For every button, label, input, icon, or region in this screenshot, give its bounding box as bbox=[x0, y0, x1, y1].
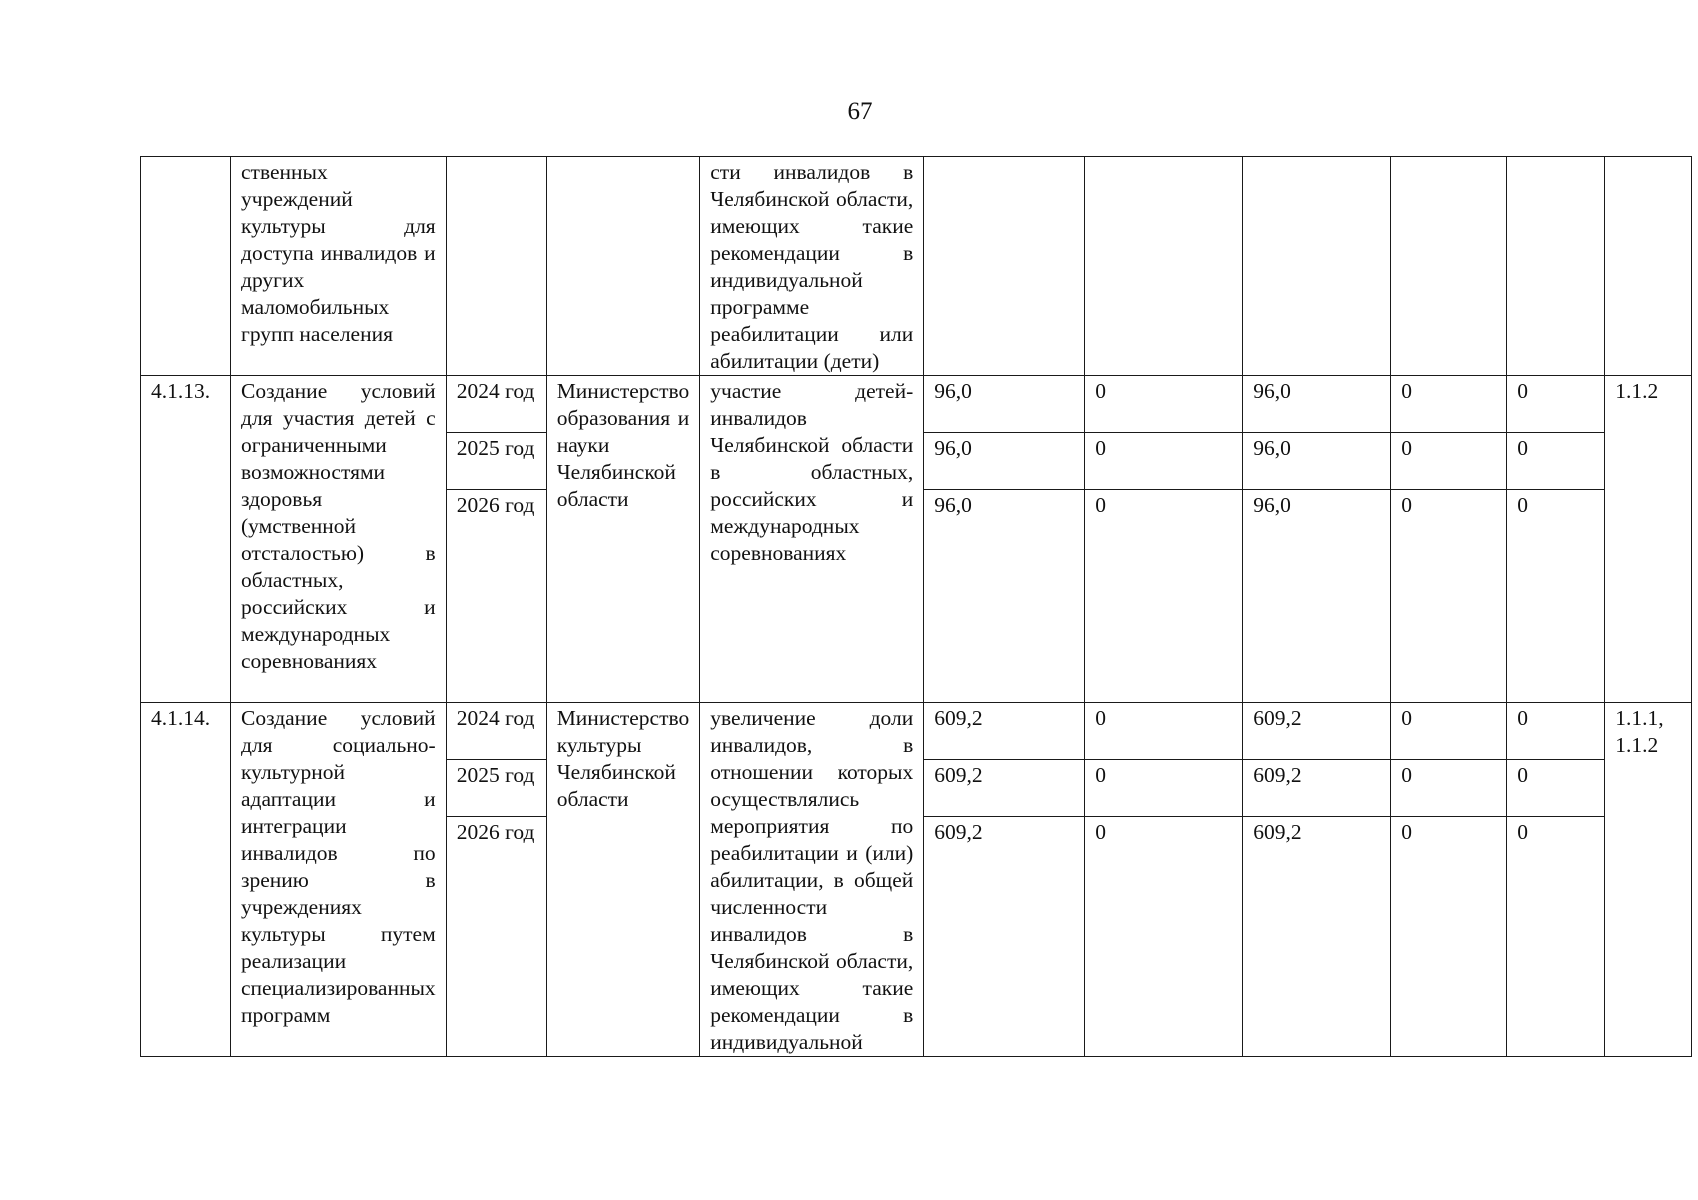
cell-year: 2026 год bbox=[446, 490, 546, 703]
cell-executor bbox=[546, 157, 700, 376]
table-row bbox=[141, 376, 1692, 433]
cell-year: 2024 год bbox=[446, 703, 546, 760]
cell-federal bbox=[1085, 157, 1243, 376]
cell-indicator: участие детей-инвалидов Челябинской области в областных, российских и международных соревнованиях bbox=[700, 376, 924, 703]
cell-federal: 0 bbox=[1085, 703, 1243, 760]
cell-local bbox=[1391, 157, 1507, 376]
cell-number: 4.1.14. bbox=[141, 703, 231, 1057]
cell-year bbox=[446, 157, 546, 376]
cell-number: 4.1.13. bbox=[141, 376, 231, 703]
cell-event-name: Создание условий для участия детей с ограниченными возможностями здоровья (умственной отсталостью) в областных, российских и международных соревнованиях bbox=[231, 376, 447, 703]
cell-number bbox=[141, 157, 231, 376]
page-number: 67 bbox=[847, 98, 873, 125]
program-table bbox=[140, 156, 1692, 1057]
cell-executor: Министерство культуры Челябинской области bbox=[546, 703, 700, 1057]
table-row-continuation bbox=[141, 157, 1692, 376]
cell-executor: Министерство образования и науки Челябинской области bbox=[546, 376, 700, 703]
cell-local: 0 bbox=[1391, 703, 1507, 760]
cell-federal: 0 bbox=[1085, 760, 1243, 817]
cell-total: 96,0 bbox=[924, 433, 1085, 490]
cell-reference: 1.1.2 bbox=[1605, 376, 1692, 703]
cell-regional bbox=[1243, 157, 1391, 376]
cell-event-name: ственных учреждений культуры для доступа инвалидов и других маломобильных групп населения bbox=[231, 157, 447, 376]
cell-reference: 1.1.1, 1.1.2 bbox=[1605, 703, 1692, 1057]
cell-local: 0 bbox=[1391, 433, 1507, 490]
cell-regional: 96,0 bbox=[1243, 490, 1391, 703]
cell-other: 0 bbox=[1507, 703, 1605, 760]
cell-other: 0 bbox=[1507, 490, 1605, 703]
cell-other: 0 bbox=[1507, 433, 1605, 490]
cell-regional: 609,2 bbox=[1243, 817, 1391, 1057]
cell-federal: 0 bbox=[1085, 817, 1243, 1057]
cell-regional: 96,0 bbox=[1243, 433, 1391, 490]
cell-total: 96,0 bbox=[924, 376, 1085, 433]
table-row bbox=[141, 703, 1692, 760]
cell-other: 0 bbox=[1507, 817, 1605, 1057]
cell-other: 0 bbox=[1507, 376, 1605, 433]
cell-regional: 96,0 bbox=[1243, 376, 1391, 433]
cell-total: 96,0 bbox=[924, 490, 1085, 703]
cell-year: 2024 год bbox=[446, 376, 546, 433]
cell-regional: 609,2 bbox=[1243, 703, 1391, 760]
cell-reference bbox=[1605, 157, 1692, 376]
cell-regional: 609,2 bbox=[1243, 760, 1391, 817]
cell-local: 0 bbox=[1391, 760, 1507, 817]
cell-year: 2025 год bbox=[446, 433, 546, 490]
cell-local: 0 bbox=[1391, 490, 1507, 703]
cell-other: 0 bbox=[1507, 760, 1605, 817]
cell-other bbox=[1507, 157, 1605, 376]
cell-total bbox=[924, 157, 1085, 376]
cell-federal: 0 bbox=[1085, 490, 1243, 703]
cell-local: 0 bbox=[1391, 817, 1507, 1057]
cell-year: 2025 год bbox=[446, 760, 546, 817]
cell-federal: 0 bbox=[1085, 433, 1243, 490]
cell-total: 609,2 bbox=[924, 703, 1085, 760]
cell-total: 609,2 bbox=[924, 817, 1085, 1057]
cell-federal: 0 bbox=[1085, 376, 1243, 433]
cell-indicator: сти инвалидов в Челябинской области, имеющих такие рекомендации в индивидуальной программе реабилитации или абилитации (дети) bbox=[700, 157, 924, 376]
cell-event-name: Создание условий для социально-культурной адаптации и интеграции инвалидов по зрению в учреждениях культуры путем реализации специализированных программ bbox=[231, 703, 447, 1057]
cell-year: 2026 год bbox=[446, 817, 546, 1057]
cell-indicator: увеличение доли инвалидов, в отношении которых осуществлялись мероприятия по реабилитации и (или) абилитации, в общей численности инвалидов в Челябинской области, имеющих такие рекомендации в индивидуальной bbox=[700, 703, 924, 1057]
cell-total: 609,2 bbox=[924, 760, 1085, 817]
cell-local: 0 bbox=[1391, 376, 1507, 433]
